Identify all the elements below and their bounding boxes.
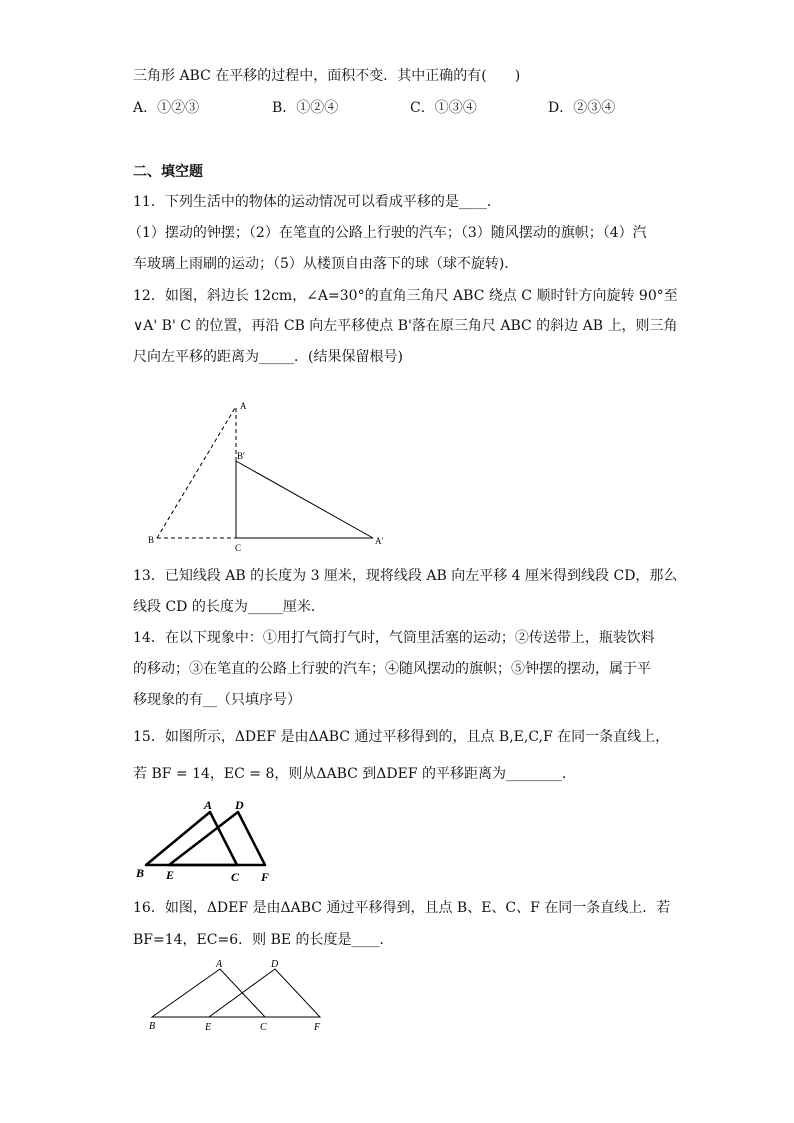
q16-label-f: F <box>314 1022 321 1033</box>
q16-fig-triangle-def <box>209 969 320 1017</box>
q12-label-b: B <box>148 535 155 545</box>
q11-line2: （1）摆动的钟摆；（2）在笔直的公路上行驶的汽车；（3）随风摆动的旗帜；（4）汽 <box>128 225 647 241</box>
q13-line2: 线段 CD 的长度为_____厘米． <box>133 599 325 615</box>
q12-fig-line-ba-dashed <box>157 408 235 538</box>
q16-label-e: E <box>205 1022 212 1033</box>
q15-label-d: D <box>235 798 244 812</box>
q11-line1: 11．下列生活中的物体的运动情况可以看成平移的是____． <box>133 194 501 210</box>
q12-label-a: A <box>240 401 247 411</box>
q12-label-b-prime: B' <box>237 451 245 461</box>
q15-fig-triangle-abc <box>146 812 237 865</box>
q15-label-a: A <box>204 798 213 812</box>
q12-line1: 12．如图，斜边长 12cm，∠A=30°的直角三角尺 ABC 绕点 C 顺时针方向旋转 90°至 <box>133 288 678 304</box>
q15-label-f: F <box>261 870 270 884</box>
q12-label-a-prime: A' <box>375 536 384 546</box>
q12-line3: 尺向左平移的距离为_____．(结果保留根号) <box>133 349 403 365</box>
q16-figure <box>140 955 340 1035</box>
q14-line3: 移现象的有__（只填序号） <box>133 692 301 708</box>
q15-line1: 15．如图所示，ΔDEF 是由ΔABC 通过平移得到的，且点 B,E,C,F 在同一条直线上， <box>133 729 670 745</box>
q15-label-c: C <box>231 870 240 884</box>
q10-option-c: C．①③④ <box>410 100 477 116</box>
q16-label-d: D <box>271 959 279 970</box>
q15-line2: 若 BF = 14，EC = 8，则从ΔABC 到ΔDEF 的平移距离为________． <box>133 766 577 782</box>
q15-figure <box>130 795 280 885</box>
q12-line2: ∨A' B' C 的位置，再沿 CB 向左平移使点 B'落在原三角尺 ABC 的斜边 AB 上，则三角 <box>133 318 678 334</box>
q16-line1: 16．如图，ΔDEF 是由ΔABC 通过平移得到，且点 B、E、C、F 在同一条直线上．若 <box>133 900 671 916</box>
q15-label-e: E <box>166 868 175 882</box>
q16-fig-triangle-abc <box>152 969 265 1017</box>
q10-text: 三角形 ABC 在平移的过程中，面积不变．其中正确的有( ) <box>133 68 521 84</box>
q10-option-a: A．①②③ <box>133 100 200 116</box>
q10-option-d: D．②③④ <box>548 100 616 116</box>
q12-fig-line-b-prime-a-prime <box>236 461 373 538</box>
q14-line2: 的移动；③在笔直的公路上行驶的汽车；④随风摆动的旗帜；⑤钟摆的摆动，属于平 <box>133 661 651 677</box>
q16-label-c: C <box>260 1022 267 1033</box>
q12-figure <box>140 392 400 557</box>
q16-label-b: B <box>149 1021 156 1032</box>
section-title: 二、填空题 <box>133 164 203 180</box>
q11-line3: 车玻璃上雨刷的运动；（5）从楼顶自由落下的球（球不旋转)． <box>133 256 519 272</box>
q13-line1: 13．已知线段 AB 的长度为 3 厘米，现将线段 AB 向左平移 4 厘米得到线段 CD，那么 <box>133 568 678 584</box>
q16-line2: BF=14，EC=6．则 BE 的长度是____． <box>133 932 394 948</box>
q15-fig-triangle-def <box>169 812 265 865</box>
q15-label-b: B <box>136 866 145 880</box>
q16-label-a: A <box>216 959 223 970</box>
q14-line1: 14．在以下现象中：①用打气筒打气时，气筒里活塞的运动；②传送带上，瓶装饮料 <box>133 630 655 646</box>
q12-label-c: C <box>235 543 242 553</box>
q10-option-b: B．①②④ <box>272 100 339 116</box>
